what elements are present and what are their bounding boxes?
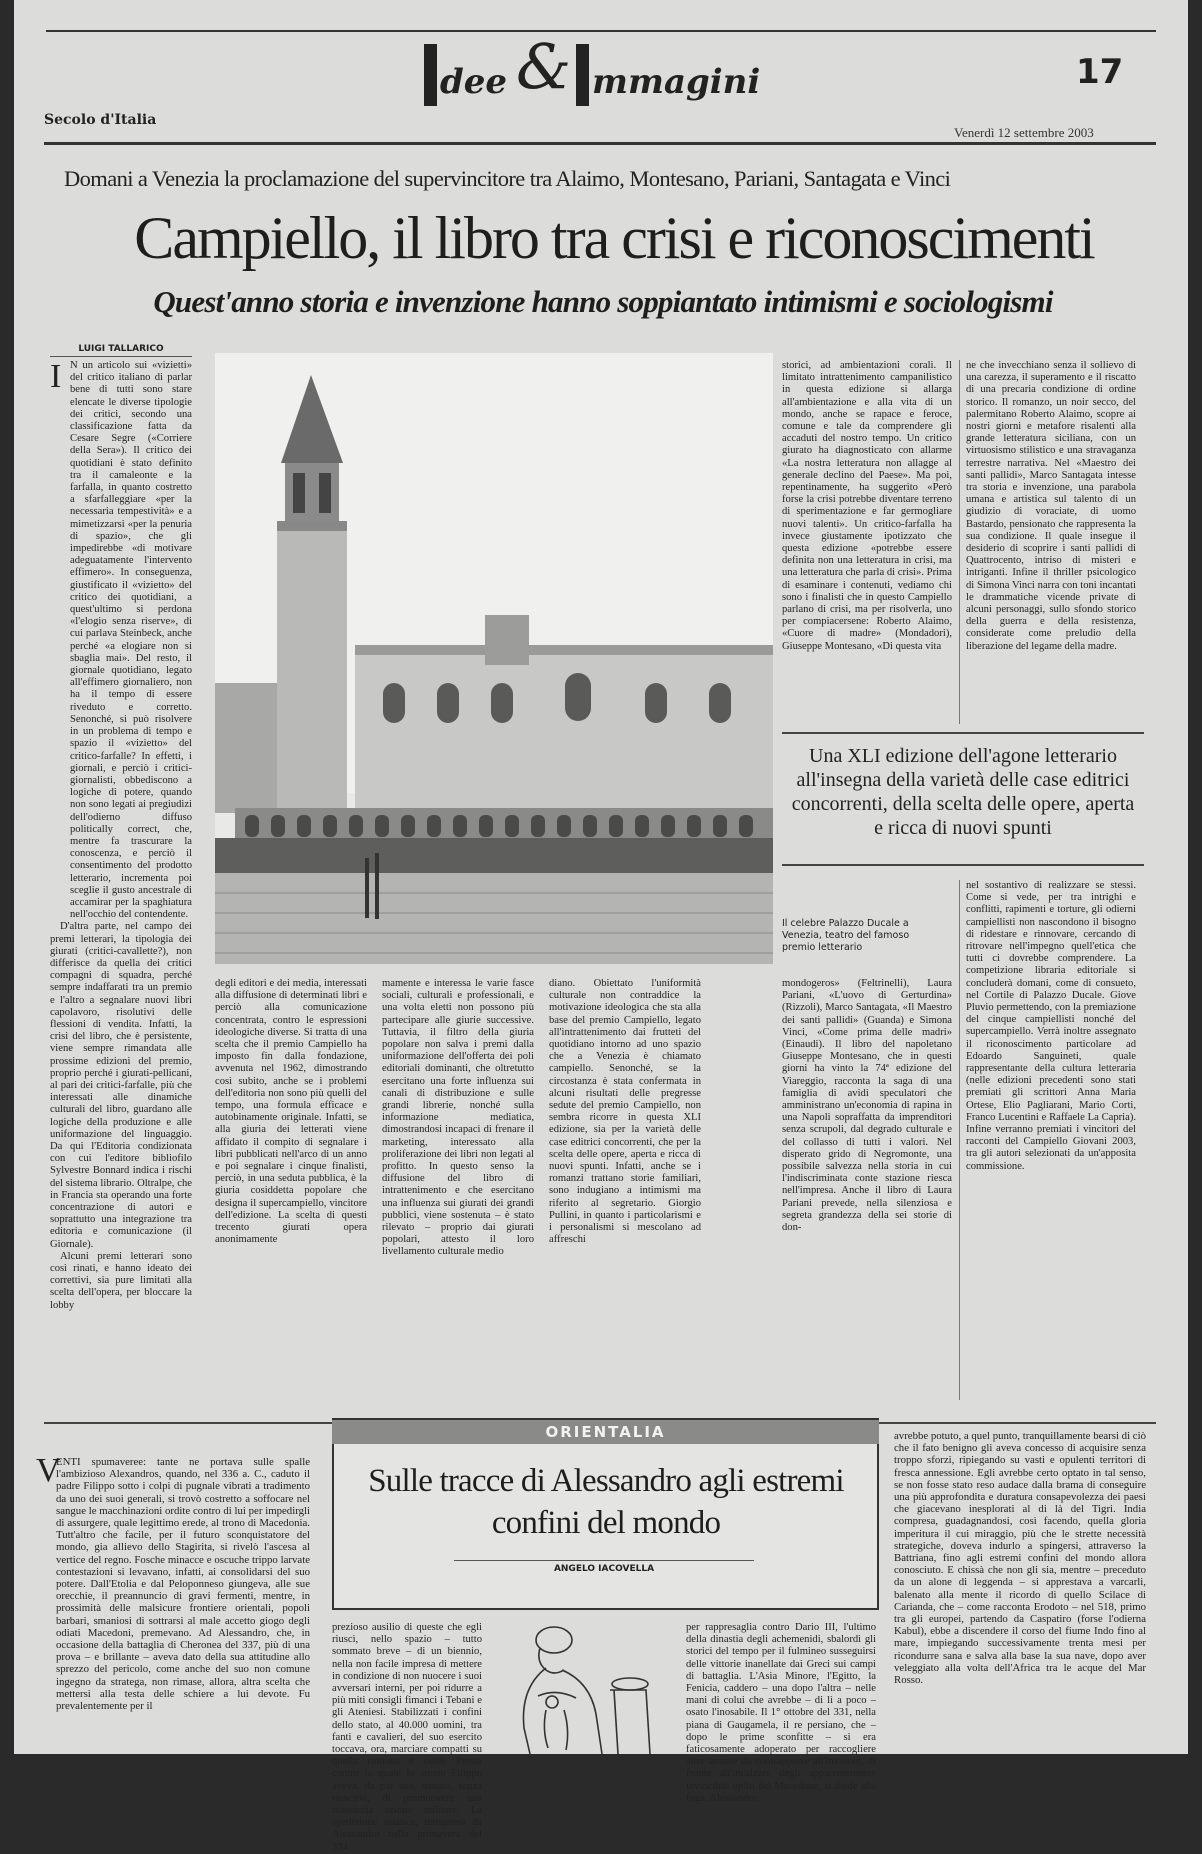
paragraph: D'altra parte, nel campo dei premi letterari, la tipologia dei giurati (critici-cavallette?), non differisce da quella dei critici compagni di squadra, perché sempre indaffarati tra un premio e l'altro a segnalare nuovi libri capolavoro, risolutivi delle flessioni di vendita. Infatti, la crisi del libro, che è persistente, viene sempre rimandata alle prossime edizioni del premio, proprio perché i giurati-pellicani, al pari dei critici-farfalle, più che interessati alle dinamiche culturali del libro, guardano alle logiche della produzione e alle uniformazione del linguaggio. Da qui l'Editoria condizionata con cui l'editore bibliofilo Sylvestre Bonnard indica i rischi del sistema librario. Oltralpe, che in Francia sta operando una forte concentrazione di autori e soprattutto una integrazione tra editoria e comunicazione (il Giornale). xyxy=(50,921,192,1250)
byline-rule xyxy=(50,356,192,357)
column-rule xyxy=(959,360,960,724)
orientalia-title: Sulle tracce di Alessandro agli estremi confini del mondo xyxy=(368,1463,844,1541)
paragraph: nel sostantivo di realizzare se stessi. Come si vede, per tra intrighi e conflitti, rapimenti e torture, gli odierni campiellisti non nascondono il bisogno di ridestare e rinnovare, cercando di ritrovare nell'impegno quell'etica che tutti ci dovrebbe comprendere. La competizione libraria editoriale si concluderà domani, come di consueto, nel Cortile di Palazzo Ducale. Giove Pluvio permettendo, con la premiazione del cinque campiellisti nonché del supercampiello. Verrà inoltre assegnato il riconoscimento particolare ad Edoardo Sanguineti, quale rappresentante della cultura letteraria (nelle edizioni precedenti sono stati premiati gli scrittori Anna Maria Ortese, Elio Pagliarani, Mario Corti, Franco Lucentini e Raffaele La Capria). Infine verranno premiati i vincitori del racconti del Campiello Giovani 2003, tra gli autori selezionati da un'apposita commissione. xyxy=(966,880,1136,1172)
paragraph: storici, ad ambientazioni corali. Il limitato intrattenimento campanilistico in questa edizione si allarga all'ambientazione e alla vita di un mondo, anche se rapace e feroce, comune e tale da comprendere gli accaduti del nostro tempo. Un critico giurato ha diagnosticato con allarme «La nostra letteratura non allagge al generale declino del Paese». Ma poi, repentinamente, ha suggerito «Però forse la crisi potrebbe diventare terreno di sperimentazione e far germogliare nuovi talenti». Un critico-farfalla ha invece giustamente ipotizzato che questa edizione «potrebbe essere definita non una letteratura in crisi, ma una letteratura che parla di crisi». Prima di esaminare i contenuti, vediamo chi sono i finalisti che in questo Campiello parlano di crisi, ma per risolverla, uno per compiacersene: Roberto Alaimo, «Cuore di madre» (Mondadori), Giuseppe Montesano, «Di questa vita xyxy=(782,360,952,652)
article-column-6b xyxy=(966,880,1136,1400)
section-mark-i1 xyxy=(424,44,437,106)
orientalia-column-3 xyxy=(686,1622,876,1804)
author-rule xyxy=(454,1560,754,1561)
masthead-rule xyxy=(44,142,1156,145)
photo-caption: Il celebre Palazzo Ducale a Venezia, teatro del famoso premio letterario xyxy=(782,918,910,953)
subheadline: Quest'anno storia e invenzione hanno soppiantato intimismi e sociologismi xyxy=(153,284,1053,319)
drop-cap: I xyxy=(50,358,62,395)
article-column-5 xyxy=(782,360,952,722)
orientalia-drop-cap: V xyxy=(36,1452,61,1489)
orientalia-column-1 xyxy=(36,1452,310,1746)
orientalia-column-4 xyxy=(894,1430,1146,1750)
paragraph: N un articolo sui «vizietti» del critico italiano di parlar bene di tutti sono stare elencate le diverse tipologie dei critici, secondo una classificazione fatta da Cesare Segre («Corriere della Sera»). Il critico dei quotidiani è stato definito tra il camaleonte e la farfalla, in quanto costretto a sfarfalleggiare «per la necessaria tempestività» e a mimetizzarsi «per la penuria di spazio», che gli impedirebbe «di motivare adeguatamente l'intervento effimero». In conseguenza, giustificato il «vizietto» del critico dei quotidiani, a quest'ultimo si perdona «l'elogio senza riserve», di cui parlava Steinbeck, anche perché «a elogiare non si sbaglia mai». Del resto, il giornale quotidiano, legato all'effimero giornaliero, non ha il tempo di essere riveduto e corretto. Senonché, si può risolvere in un problema di tempo e spazio il «vizietto» del critico-farfalle? In effetti, i giornali, e perciò i critici-giornalisti, obbediscono a logiche di potere, quando non sono legati ai pregiudizi dell'odierno diffuso politically correct, che, mentre fa trascurare la conoscenza, e perciò il consentimento del prodotto letterario, incrementa poi sceglie il gusto ancestrale di accamirar per la spaghiatura nell'occhio del contendente. xyxy=(70,360,192,921)
section-immagini: mmagini xyxy=(592,62,761,102)
venice-illustration xyxy=(215,353,773,964)
paragraph: degli editori e dei media, interessati alla diffusione di determinati libri e perciò alla comunicazione concentrata, contro le espressioni ideologiche diverse. Si tratta di una scelta che il premio Campiello ha imposto fin dalla fondazione, avvenuta nel 1962, dimostrando così subito, anche se i problemi dell'editoria non sono più quelli del tempo, una formula efficace e autobinamente originale. Infatti, se alla giuria dei letterati viene affidato il compito di segnalare i libri pubblicati nell'arco di un anno e poi segnalare i cinque finalisti, perciò, in una seduta pubblica, è la giuria cosiddetta popolare che designa il supercampiello, vincitore dell'edizione. La scelta di questi trecento giurati opera anonimamente xyxy=(215,978,367,1246)
article-column-4 xyxy=(549,978,701,1400)
paragraph: ne che invecchiano senza il sollievo di una carezza, il superamento e il riscatto di una precaria condizione di ordine storico. Il romanzo, un noir secco, del palermitano Roberto Alaimo, scopre ai nostri giorni e metafore risalenti alla grande letteratura siciliana, con un virtuosismo stilistico e una stravaganza terrestre narrativa. Nel «Maestro dei santi pallidi», Marco Santagata intesse tra storia e invenzione, una parabola umana e artistica sul talento di un giudizio di voraciate, di uomo Bastardo, pensionato che rappresenta la sua condizione. Il quale insegue il desiderio di scoprire i santi pallidi di Quattrocento, intriso di misteri e intriganti. Infine il thriller psicologico di Simona Vinci narra con toni incantati le drammatiche vicende private di alcuni personaggi, sullo sfondo storico della guerra e della resistenza, considerate come preludio della liberazione del legame della madre. xyxy=(966,360,1136,652)
paragraph: ENTI spumaveree: tante ne portava sulle spalle l'ambizioso Alexandros, quando, nel 336 a. C., caduto il padre Filippo sotto i colpi di pugnale vibrati a tradimento da uno dei suoi generali, si trovò costretto a soffocare nel sangue le macchinazioni ordite contro di lui per impedirgli di assurgere, quale legittimo erede, al trono di Macedonia. Tutt'altro che facile, per il futuro sconquistatore del mondo, gia allievo dello Stagirita, si rivelò l'ascesa al vertice del regno. Fosche minacce e oscuche trippo larvate contestazioni si levavano, infatti, ai consolidarsi del suo potere. Dall'Etolia e dal Peloponneso giungeva, alle sue orecchie, il preannuncio di gravi fermenti, mentre, in prossimità delle malsicure frontiere orientali, popoli barbari, smaniosi di sottrarsi al male accetto giogo degli odiati Macedoni, premevano. Ad Alessandro, che, in occasione della battaglia di Cheronea del 337, più di una prova – e brillante – aveva dato della sua attitudine allo sprezzo del pericolo, come anche del suo non comune ingegno da stratega, non rimase, allora, altra scelta che mettersi alla testa delle schiere a lui devote. Fu prevalentemente per il xyxy=(56,1456,310,1713)
pullquote-rule-bottom xyxy=(782,864,1144,866)
orientalia-label: ORIENTALIA xyxy=(332,1420,879,1444)
orientalia-column-2 xyxy=(332,1622,482,1853)
article-column-6 xyxy=(966,360,1136,722)
article-column-2 xyxy=(215,978,367,1400)
kicker: Domani a Venezia la proclamazione del supervincitore tra Alaimo, Montesano, Pariani, Santagata e Vinci xyxy=(64,166,951,191)
paragraph: diano. Obiettato l'uniformità culturale non contraddice la motivazione ideologica che sta alla base del premio Campiello, legato all'intrattenimento dai frutteti del quotidiano intorno ad uno spazio che a Venezia è chiamato campiello. Senonché, se la circostanza è stata confermata in alcuni risultati delle pregresse sedute del premio Campiello, non sembra ricorre in questa XLI edizione, sia per la varietà delle case editrici concorrenti, che per la scelta delle opere, aperta e ricca di nuovi spunti. Infatti, anche se i romanzi trattano storie familiari, sono indugiano a intimismi ma riferito al segretario. Giorgio Pullini, in quanto i particolarismi e i personalismi si mescolano ad affreschi xyxy=(549,978,701,1246)
byline: LUIGI TALLARICO xyxy=(78,344,164,354)
paragraph: avrebbe potuto, a quel punto, tranquillamente bearsi di ciò che il fato benigno gli aveva concesso di acquisire senza troppo sforzi, ripiegando su vasti e opulenti territori di fresca annessione. Egli avrebbe certo optato in tal senso, se non fosse stato reso audace dalla brama di conseguire una più approfondita e duratura consapevolezza dei paesi che giacevano inesplorati al di là del Tigri. India compresa, guadagnandosi, così facendo, quella gloria imperitura il cui miraggio, più che le strette necessità strategiche, doveva indurlo a spingersi, attraverso la Battriana, fino agli estremi confini del mondo allora conosciuto. E chissà che non gli sia, mentre – preceduto da un alone di leggenda – si apprestava a varcarli, balenato alla mente il ricordo di quello Scilace di Carianda, che – come racconta Erodoto – nel 518, primo tra gli europei, partendo da Caspatiro (forse l'odierna Kabul), ebbe a discendere il corso del fiume Indo fino al mare, impiegando successivamente trenta mesi per ricondurre sana e salva alla base la sua nave, dopo aver veleggiato alla volta dell'Africa tra le acque del Mar Rosso. xyxy=(894,1430,1146,1687)
section-idee: dee xyxy=(440,62,508,102)
newspaper-name: Secolo d'Italia xyxy=(44,112,157,128)
paragraph: Alcuni premi letterari sono così rinati, e hanno ideato dei correttivi, sia pure limitati alla scelta dell'opera, per bloccare la lobby xyxy=(50,1250,192,1311)
pullquote: Una XLI edizione dell'agone letterario all'insegna della varietà delle case editrici concorrenti, della scelta delle opere, aperta e ricca di nuovi spunti xyxy=(791,745,1135,839)
page-number: 17 xyxy=(1076,52,1124,92)
photo-palazzo-ducale xyxy=(215,353,773,964)
paragraph: mondogeros» (Feltrinelli), Laura Pariani, «L'uovo di Gerturdina» (Rizzoli), Marco Santagata, «Il Maestro dei santi pallidi» (Guanda) e Simona Vinci, «Come prima delle madri» (Einaudi). Il libro del napoletano Giuseppe Montesano, che in questi giorni ha vinto la 74ª edizione del Viareggio, racconta la saga di una famiglia di avidi speculatori che amministrano un'economia di rapina in una Napoli sopraffatta da imprenditori senza scrupoli, dal degrado culturale e del collasso di tutti i valori. Nel disperato grido di Negromonte, una possibile salvezza nella storia in cui l'indiscriminata conte stazione riesca nell'impresa. Anche il libro di Laura Pariani prevede, nella silenziosa e segreta grandezza della sei storie di don- xyxy=(782,978,952,1234)
orientalia-author: ANGELO IACOVELLA xyxy=(553,1564,655,1574)
paragraph: mamente e interessa le varie fasce sociali, culturali e professionali, e una volta eletti non possono più partecipare alle giurie successive. Tuttavia, il filtro della giuria popolare non salva i premi dalla uniformazione dell'offerta dei poli editoriali dominanti, che oltretutto esercitano una forte influenza sui canali di distribuzione e sulle grandi librerie, nonché sulla informazione mediatica, dimostrandosi incapaci di frenare il marketing, interessato alla proliferazione dei libri non legati al profitto. In questo senso la diffusione del libro di intrattenimento e che esercitano una influenza sui giurati dei grandi pubblici, viene sostenuta – è stato rilevato – proprio dai giurati popolari, attesto il loro livellamento culturale medio xyxy=(382,978,534,1258)
column-rule xyxy=(959,880,960,1400)
paragraph: per rappresaglia contro Dario III, l'ultimo della dinastia degli achemenidi, sbalordì gli storici del tempo per il fulmineo susseguirsi delle vittorie inanellate dai Greci sui campi di battaglia. L'Asia Minore, l'Egitto, la Fenicia, caddero – una dopo l'altra – nelle mani di colui che avrebbe – di lì a poco – osato l'inosabile. Il 1° ottobre del 331, nella piana di Gaugamela, il re persiano, che – dopo le prime sconfitte – si era faticosamente adoperato per raccogliere altre armate da contrapporre all'invasore, di fronte all'incalzare degli apparentemente invincibili opliti del Macedone, si diede alla fuga. Alessandro xyxy=(686,1622,876,1804)
newspaper-page xyxy=(14,0,1188,1853)
scholar-drawing xyxy=(490,1618,670,1754)
issue-date: Venerdì 12 settembre 2003 xyxy=(954,125,1094,140)
article-column-3 xyxy=(382,978,534,1400)
article-column-1 xyxy=(50,360,192,1400)
section-mark-i2 xyxy=(576,44,589,106)
top-rule xyxy=(46,30,1156,32)
pullquote-rule-top xyxy=(782,732,1144,734)
section-ampersand: & xyxy=(516,30,572,103)
alexander-illustration xyxy=(490,1618,670,1754)
paragraph: prezioso ausilio di queste che egli riuscì, nello spazio – tutto sommato breve – di un biennio, nella non facile impresa di mettere in condizione di non nuocere i suoi avversari interni, per poi ridurre a più miti consigli fimanci i Tebani e gli Ateniesi. Stabilizzati i confini dello stato, al 40.000 uomini, tra fanti e cavalieri, del suo esercito toccava, ora, marciare compatti su quella riottosa e ostile Persia contro la quale lo stesso Filippo aveva, da par suo, tentato, senza riuscirvi, di promuovere una massiccia azione militare. La spedizione asiatica, intrapresa da Alessandro nella primavera del 334 xyxy=(332,1622,482,1853)
headline: Campiello, il libro tra crisi e riconoscimenti xyxy=(134,205,1094,271)
article-column-5b xyxy=(782,978,952,1400)
